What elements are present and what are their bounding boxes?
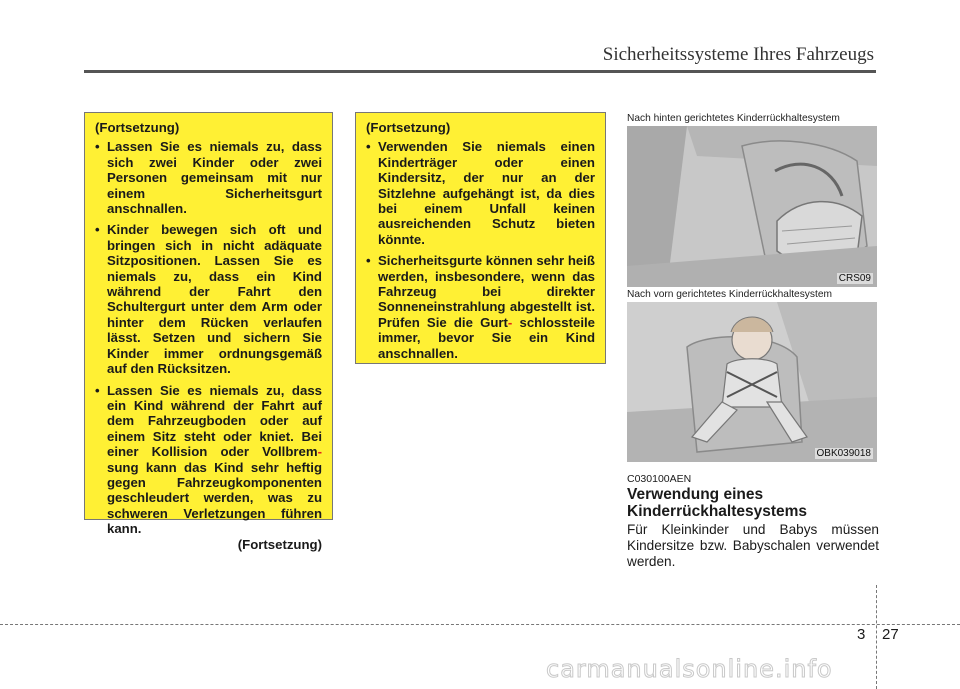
warning-item-text-cont: schlossteile immer, bevor Sie ein Kind anschnallen.	[378, 314, 595, 361]
warning-item-text-cont: sung kann das Kind sehr heftig gegen Fahrzeugkomponenten geschleudert werden, was zu schweren Verletzungen führen kann.	[107, 459, 322, 537]
page-header-title: Sicherheitssysteme Ihres Fahrzeugs	[602, 44, 874, 65]
hyphen-mark: -	[507, 314, 513, 330]
footer-rule	[0, 624, 960, 625]
warning-list	[366, 139, 595, 361]
continued-footer: (Fortsetzung)	[237, 536, 322, 552]
rear-facing-seat-illustration	[627, 126, 877, 287]
warning-box-middle	[355, 112, 606, 364]
watermark: carmanualsonline.info	[546, 655, 833, 683]
warning-item	[366, 253, 595, 361]
warning-item	[95, 383, 322, 537]
figure-code: OBK039018	[816, 448, 871, 459]
hyphen-mark: -	[317, 444, 322, 460]
section-code: C030100AEN	[627, 473, 692, 485]
rear-facing-seat-drawing	[627, 126, 877, 287]
page-number: 27	[882, 626, 899, 643]
chapter-number: 3	[857, 626, 866, 643]
warning-item-text: Lassen Sie es niemals zu, dass ein Kind während der Fahrt auf dem Fahrzeugboden oder auf einem Sitz steht oder kniet. Bei einer Kollision oder Vollbrem-	[107, 382, 322, 460]
figure-caption: Nach hinten gerichtetes Kinderrückhaltesystem	[627, 113, 840, 124]
warning-item: • Verwenden Sie niemals einen Kinderträger oder einen Kindersitz, der nur an der Sitzlehne aufgehängt ist, da dies bei einem Unfall keinen ausreichenden Schutz bieten könnte.	[366, 139, 595, 247]
section-title: Verwendung eines Kinderrückhaltesystems	[627, 486, 808, 520]
forward-facing-seat-illustration	[627, 302, 877, 462]
figure-code: CRS09	[838, 273, 871, 284]
header-rule	[84, 70, 876, 73]
footer-divider	[876, 585, 877, 689]
warning-item: • Kinder bewegen sich oft und bringen sich in nicht adäquate Sitzpositionen. Lassen Sie es niemals zu, dass ein Kind während der Fahrt den Schultergurt unter dem Arm oder hinter dem Rücken verlaufen lässt. Setzen und sichern Sie Kinder immer ordnungsgemäß auf den Rücksitzen.	[95, 222, 322, 376]
continued-heading: (Fortsetzung)	[95, 120, 180, 135]
continued-heading: (Fortsetzung)	[366, 120, 451, 135]
warning-item-text: Sicherheitsgurte können sehr heiß werden, insbesondere, wenn das Fahrzeug bei direkter Sonneneinstrahlung abgestellt ist. Prüfen Sie die Gurt-	[378, 253, 595, 330]
forward-facing-seat-drawing	[627, 302, 877, 462]
figure-caption: Nach vorn gerichtetes Kinderrückhaltesystem	[627, 289, 832, 300]
warning-item: • Lassen Sie es niemals zu, dass sich zwei Kinder oder zwei Personen gemeinsam mit nur einem Sicherheitsgurt anschnallen.	[95, 139, 322, 216]
section-body: Für Kleinkinder und Babys müssen Kindersitze bzw. Babyschalen verwendet werden.	[627, 522, 879, 569]
warning-box-left	[84, 112, 333, 552]
warning-list	[95, 139, 322, 536]
